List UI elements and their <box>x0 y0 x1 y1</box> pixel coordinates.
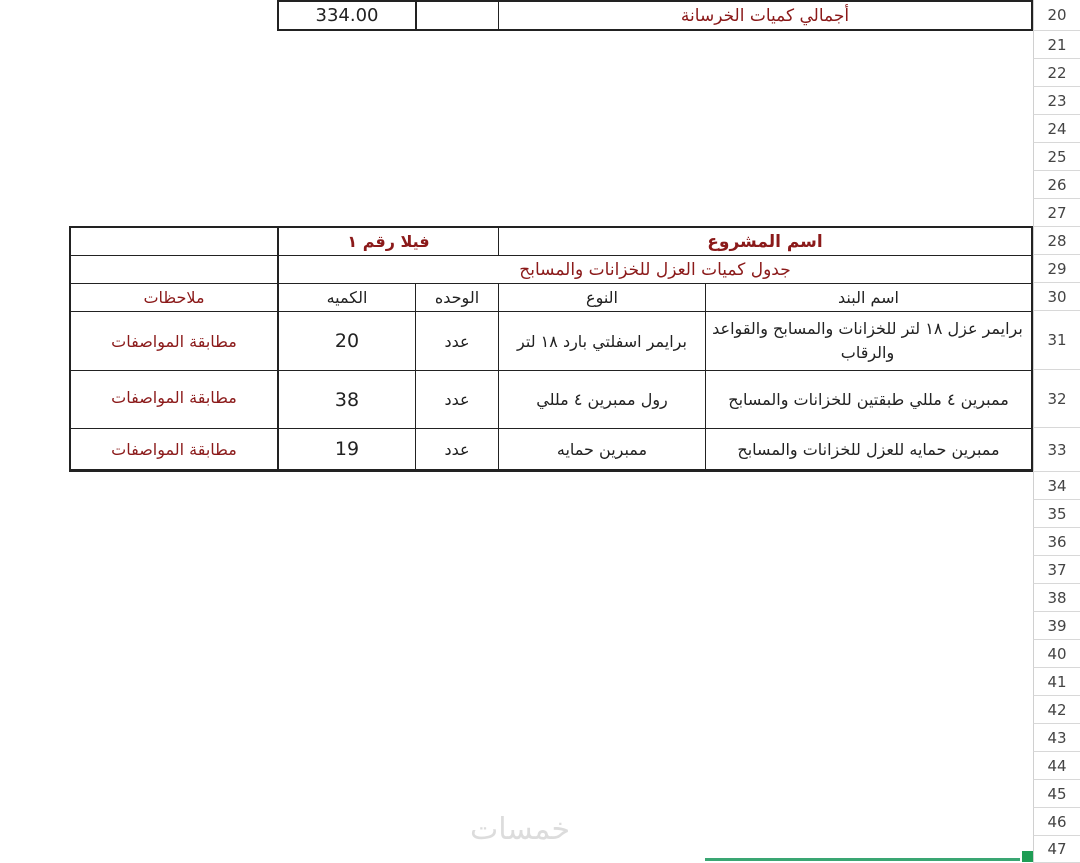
header-item-name[interactable]: اسم البند <box>838 288 899 307</box>
row-1-quantity[interactable]: 20 <box>334 330 360 352</box>
row-number[interactable]: 44 <box>1033 752 1080 780</box>
row-number[interactable]: 30 <box>1033 283 1080 311</box>
row-2-quantity[interactable]: 38 <box>334 388 360 411</box>
empty-cell[interactable] <box>71 228 277 255</box>
row-number[interactable]: 35 <box>1033 500 1080 528</box>
header-unit[interactable]: الوحده <box>434 288 480 307</box>
row-number[interactable]: 20 <box>1033 0 1080 31</box>
project-label[interactable]: اسم المشروع <box>707 231 823 252</box>
row-number[interactable]: 43 <box>1033 724 1080 752</box>
row-number[interactable]: 40 <box>1033 640 1080 668</box>
row-3-type[interactable]: ممبرين حمايه <box>556 439 648 459</box>
row-number[interactable]: 21 <box>1033 31 1080 59</box>
row-1-item[interactable]: برايمر عزل ١٨ لتر للخزانات والمسابح والقواعد والرقاب <box>712 319 1023 362</box>
row-number[interactable]: 25 <box>1033 143 1080 171</box>
row-number[interactable]: 47 <box>1033 836 1080 863</box>
row-number[interactable]: 34 <box>1033 472 1080 500</box>
table-title[interactable]: جدول كميات العزل للخزانات والمسابح <box>519 259 791 280</box>
row-number[interactable]: 26 <box>1033 171 1080 199</box>
row-3-unit[interactable]: عدد <box>444 439 470 459</box>
row-number[interactable]: 24 <box>1033 115 1080 143</box>
total-concrete-value[interactable]: 334.00 <box>315 5 379 26</box>
row-3-quantity[interactable]: 19 <box>334 438 360 460</box>
grid-line <box>277 29 1033 31</box>
row-3-notes[interactable]: مطابقة المواصفات <box>111 439 237 459</box>
row-number[interactable]: 33 <box>1033 428 1080 472</box>
row-number[interactable]: 39 <box>1033 612 1080 640</box>
grid-line <box>415 0 417 31</box>
row-2-unit[interactable]: عدد <box>444 390 470 409</box>
grid-line <box>1031 226 1033 472</box>
row-number[interactable]: 27 <box>1033 199 1080 227</box>
row-number[interactable]: 23 <box>1033 87 1080 115</box>
row-2-notes[interactable]: مطابقة المواصفات <box>111 387 237 407</box>
header-type[interactable]: النوع <box>586 288 618 307</box>
row-number[interactable]: 46 <box>1033 808 1080 836</box>
row-number[interactable]: 31 <box>1033 311 1080 370</box>
fill-handle[interactable] <box>1022 851 1033 862</box>
row-number[interactable]: 22 <box>1033 59 1080 87</box>
row-3-item[interactable]: ممبرين حمايه للعزل للخزانات والمسابح <box>737 439 1000 459</box>
row-number[interactable]: 37 <box>1033 556 1080 584</box>
grid-line <box>69 469 1033 472</box>
row-1-type[interactable]: برايمر اسفلتي بارد ١٨ لتر <box>517 331 687 351</box>
row-number[interactable]: 29 <box>1033 255 1080 283</box>
grid-line <box>1031 0 1033 31</box>
row-2-item[interactable]: ممبرين ٤ مللي طبقتين للخزانات والمسابح <box>728 390 1009 409</box>
project-name[interactable]: فيلا رقم ١ <box>347 232 430 251</box>
row-1-notes[interactable]: مطابقة المواصفات <box>111 331 237 351</box>
total-concrete-label[interactable]: أجمالي كميات الخرسانة <box>680 5 850 26</box>
row-number[interactable]: 32 <box>1033 370 1080 428</box>
row-number[interactable]: 42 <box>1033 696 1080 724</box>
row-number[interactable]: 41 <box>1033 668 1080 696</box>
row-number[interactable]: 28 <box>1033 227 1080 255</box>
selection-bar <box>705 858 1020 861</box>
row-number[interactable]: 36 <box>1033 528 1080 556</box>
header-quantity[interactable]: الكميه <box>326 288 368 307</box>
watermark-logo: خمسات <box>470 812 571 847</box>
row-number[interactable]: 45 <box>1033 780 1080 808</box>
row-number[interactable]: 38 <box>1033 584 1080 612</box>
header-notes[interactable]: ملاحظات <box>143 288 205 307</box>
row-1-unit[interactable]: عدد <box>444 331 470 351</box>
row-2-type[interactable]: رول ممبرين ٤ مللي <box>536 390 668 409</box>
